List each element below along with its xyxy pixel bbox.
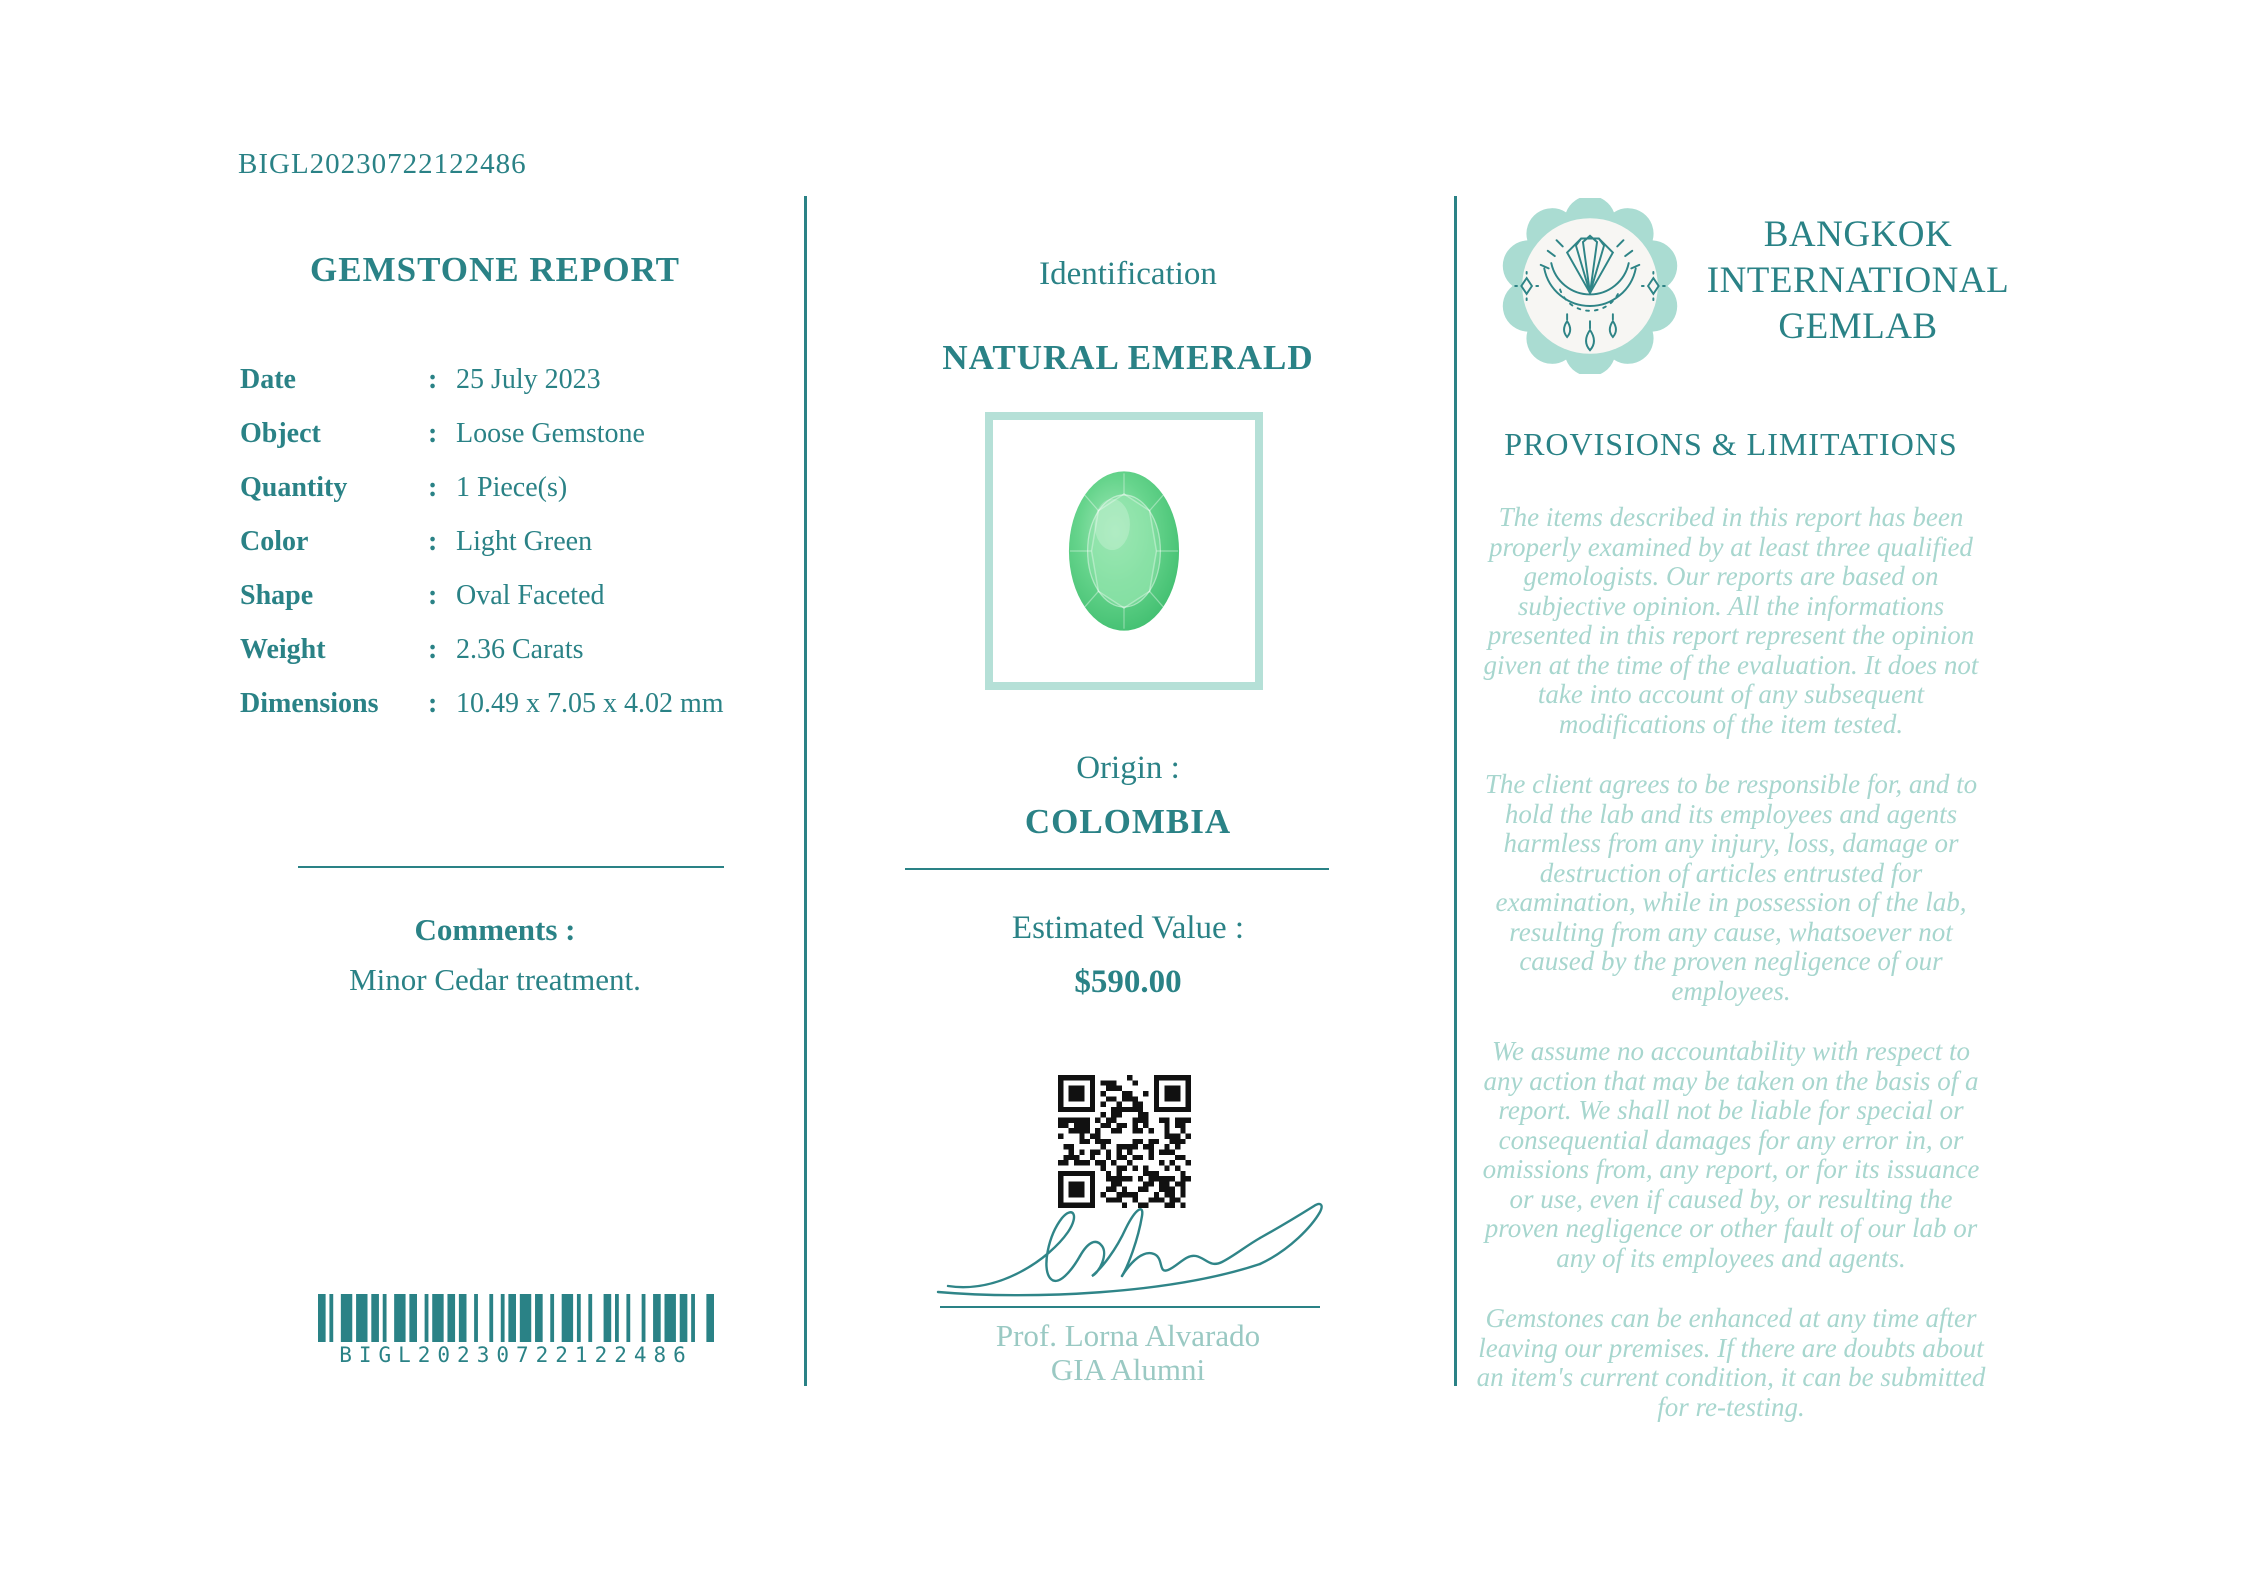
field-value: 1 Piece(s)	[456, 472, 568, 503]
gemlab-logo-badge	[1502, 198, 1678, 374]
lab-name-line-3: GEMLAB	[1778, 306, 1938, 347]
column-divider-left	[804, 196, 807, 1386]
qr-code	[1058, 1075, 1191, 1208]
field-row-date	[240, 364, 780, 395]
signature-stroke	[930, 1198, 1330, 1303]
field-label: Weight	[240, 634, 326, 665]
gemstone-photo-frame	[985, 412, 1263, 690]
qr-code-image	[1058, 1075, 1191, 1208]
field-label: Shape	[240, 580, 314, 611]
lab-name-line-1: BANGKOK	[1763, 214, 1953, 255]
origin-label: Origin :	[1076, 750, 1180, 786]
provisions-paragraph-4: Gemstones can be enhanced at any time after leaving our premises. If there are doubts about an item's current condition, it can be submitted for re-testing.	[1476, 1303, 1986, 1422]
field-colon: :	[428, 472, 438, 503]
field-value: Oval Faceted	[456, 580, 605, 611]
origin-value: COLOMBIA	[1024, 802, 1232, 841]
field-row-object	[240, 418, 780, 449]
field-value: Loose Gemstone	[456, 418, 645, 449]
field-colon: :	[428, 688, 438, 719]
provisions-paragraph-3: We assume no accountability with respect to any action that may be taken on the basis of a report. We shall not be liable for special or consequential damages for any error in, or omissions from, any report, or for its issuance or use, even if caused by, or resulting the proven negligence or other fault of our lab or any of its employees and agents.	[1482, 1036, 1980, 1273]
field-row-quantity	[240, 472, 780, 503]
signatory-name: Prof. Lorna Alvarado	[995, 1318, 1261, 1353]
field-value: 10.49 x 7.05 x 4.02 mm	[456, 688, 724, 719]
identification-value: NATURAL EMERALD	[942, 338, 1314, 377]
field-value: 25 July 2023	[456, 364, 601, 395]
field-value: 2.36 Carats	[456, 634, 584, 665]
estimated-value-amount: $590.00	[1074, 964, 1182, 1000]
field-colon: :	[428, 526, 438, 557]
field-label: Dimensions	[240, 688, 379, 719]
field-label: Date	[240, 364, 296, 395]
column-divider-right	[1454, 196, 1457, 1386]
field-row-weight	[240, 634, 780, 665]
gemstone-photo	[1065, 465, 1183, 637]
field-row-dimensions	[240, 688, 780, 719]
provisions-paragraph-2: The client agrees to be responsible for, and to hold the lab and its employees and agents harmless from any injury, loss, damage or destruction of articles entrusted for examination, while in possession of the lab, resulting from any cause, whatsoever not caused by the proven negligence of our employees.	[1484, 769, 1978, 1006]
provisions-heading: PROVISIONS & LIMITATIONS	[1504, 426, 1958, 462]
barcode-bars	[318, 1294, 714, 1342]
field-row-color	[240, 526, 780, 557]
field-label: Object	[240, 418, 321, 449]
comments-label: Comments :	[414, 912, 576, 947]
value-divider	[905, 868, 1329, 870]
barcode-text: BIGL20230722122486	[339, 1343, 693, 1367]
field-colon: :	[428, 418, 438, 449]
field-colon: :	[428, 580, 438, 611]
signature-image	[930, 1198, 1330, 1303]
gemstone-details-table	[240, 364, 780, 742]
signature-underline	[940, 1306, 1320, 1308]
signatory-credential: GIA Alumni	[1050, 1352, 1206, 1387]
comments-divider	[298, 866, 724, 868]
lab-name	[1688, 212, 2028, 350]
identification-heading: Identification	[1039, 256, 1217, 292]
lab-name-line-2: INTERNATIONAL	[1706, 260, 2010, 301]
field-label: Color	[240, 526, 309, 557]
report-number: BIGL20230722122486	[238, 148, 527, 180]
field-value: Light Green	[456, 526, 593, 557]
comments-value: Minor Cedar treatment.	[349, 962, 641, 997]
page-title: GEMSTONE REPORT	[310, 250, 680, 289]
provisions-paragraph-1: The items described in this report has been properly examined by at least three qualified gemologists. Our reports are based on subjective opinion. All the informations presented in this report represent the opinion given at the time of the evaluation. It does not take into account of any subsequent modifications of the item tested.	[1483, 502, 1979, 739]
barcode	[318, 1294, 714, 1367]
field-colon: :	[428, 364, 438, 395]
gemlab-logo	[1502, 198, 1678, 374]
field-colon: :	[428, 634, 438, 665]
estimated-value-label: Estimated Value :	[1011, 910, 1245, 946]
provisions-text	[1475, 503, 1987, 1453]
field-label: Quantity	[240, 472, 348, 503]
field-row-shape	[240, 580, 780, 611]
